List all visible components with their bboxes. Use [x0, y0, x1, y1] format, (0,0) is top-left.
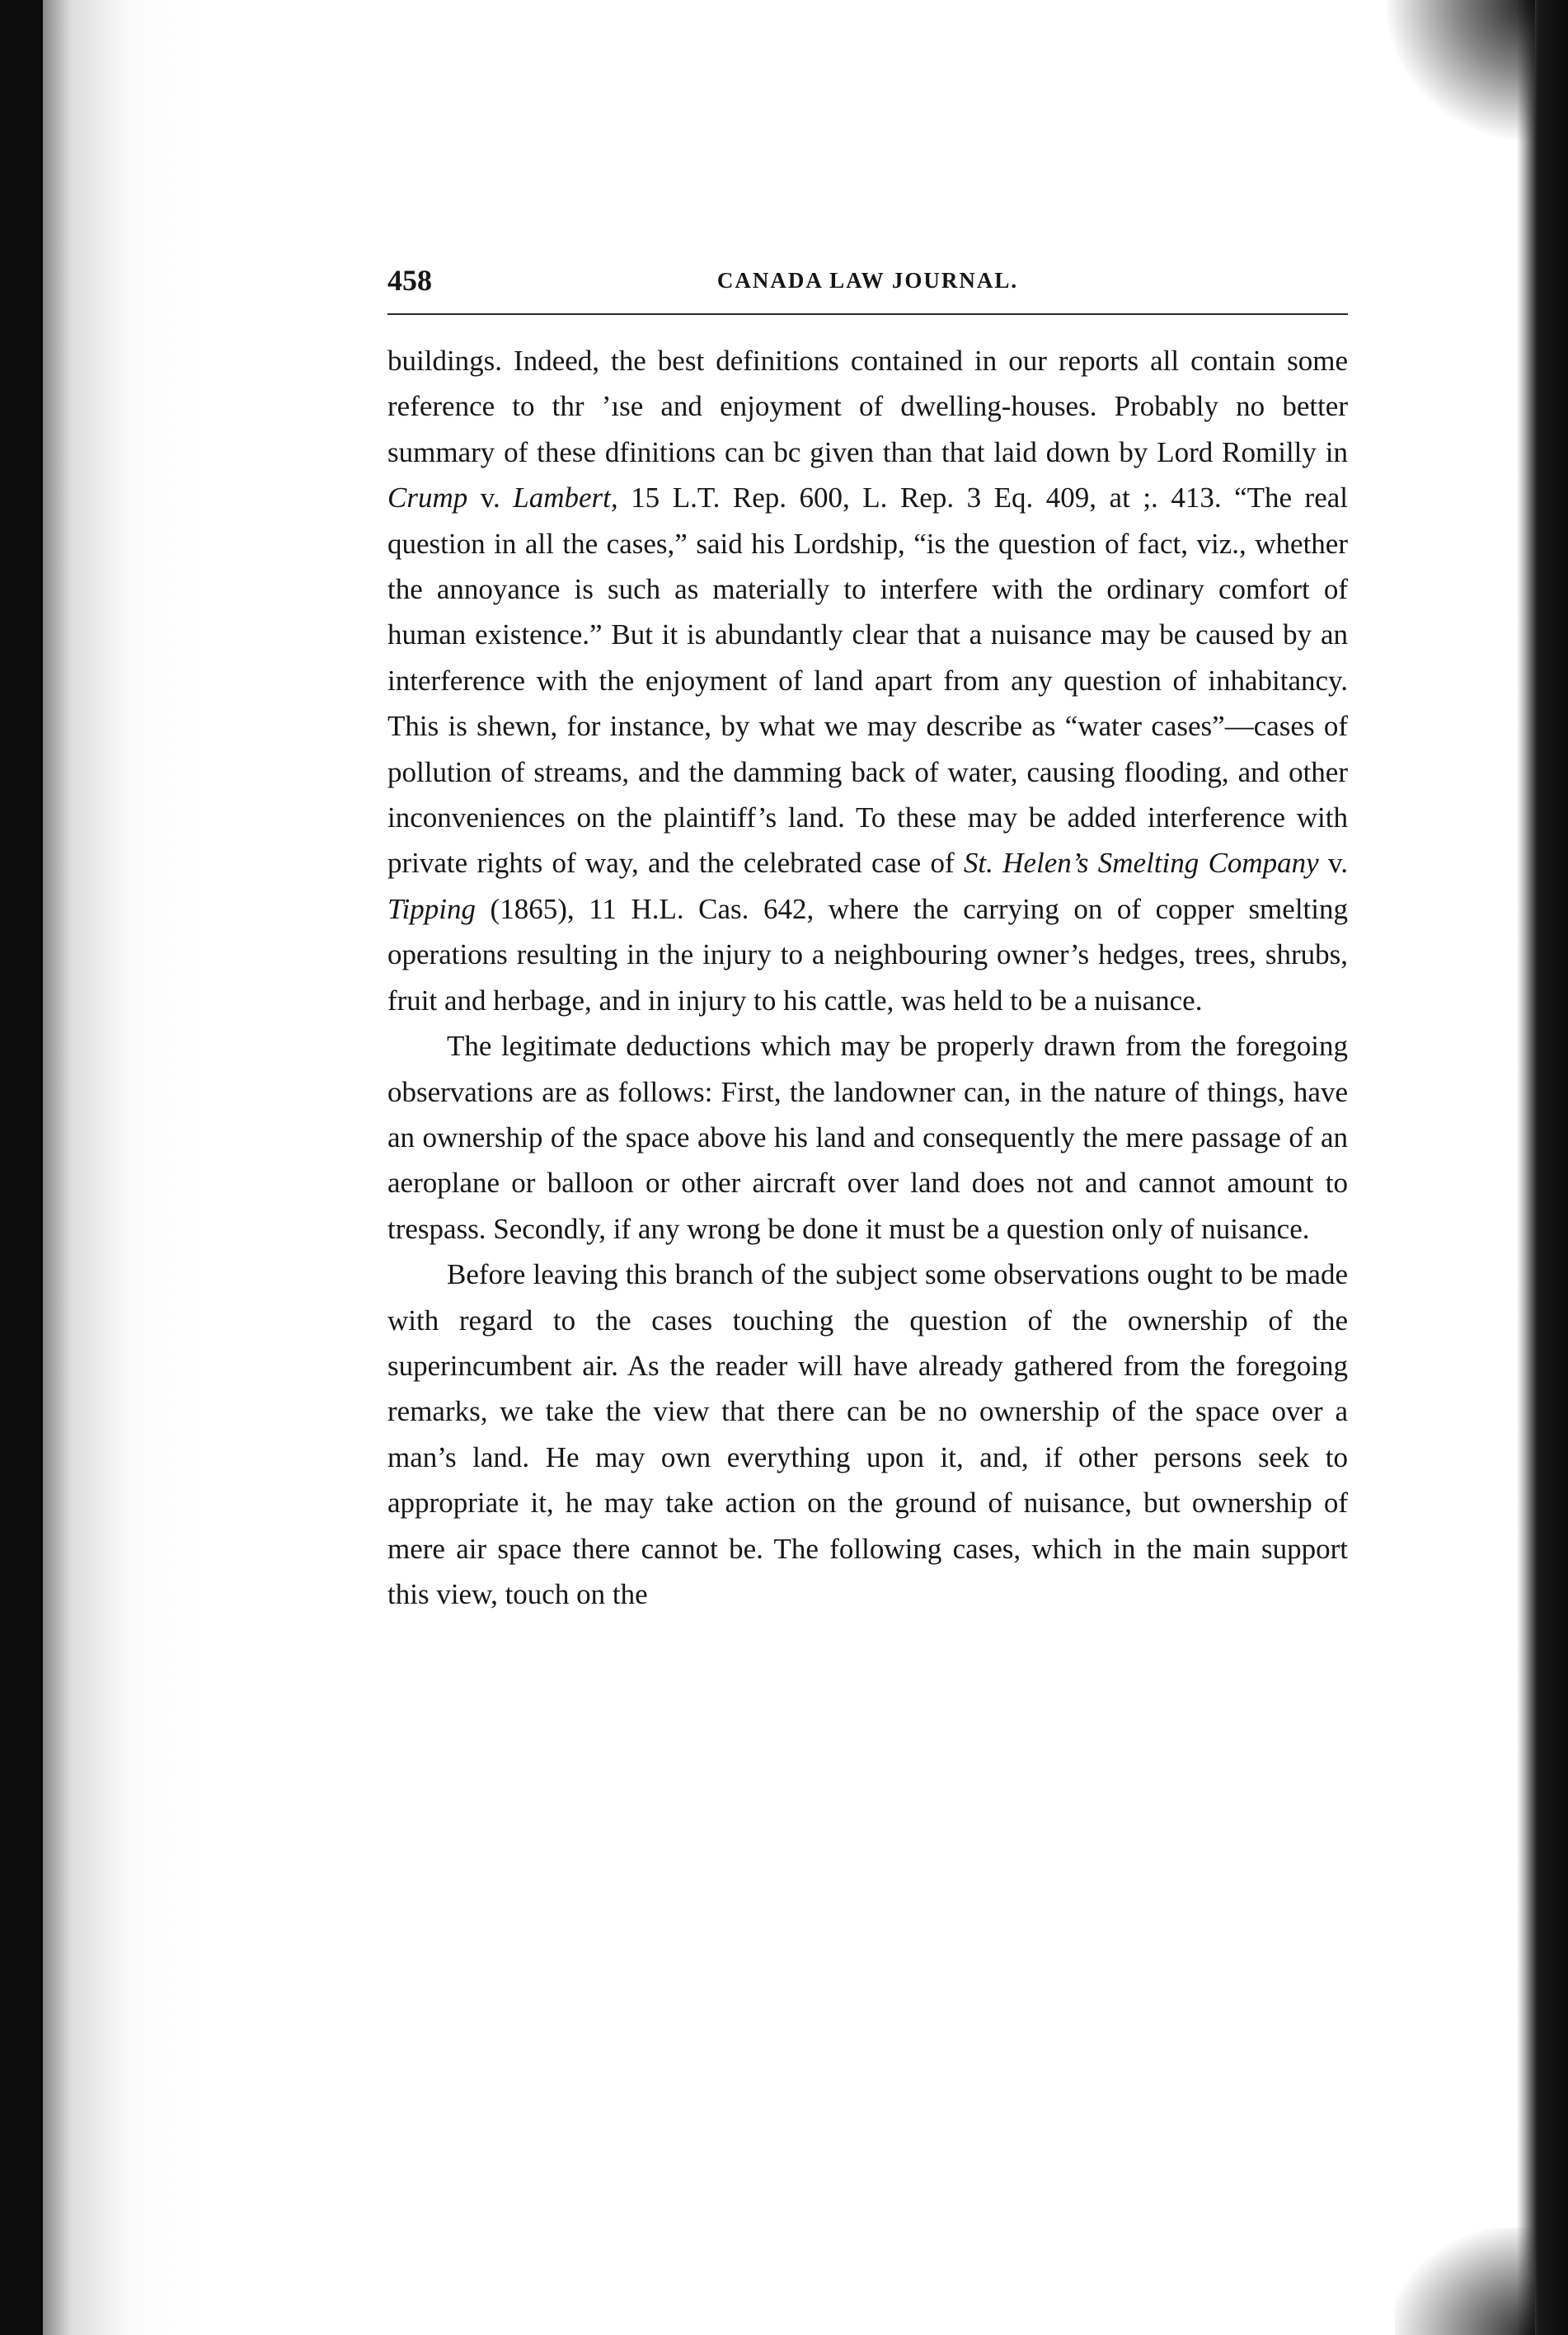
- journal-title: CANADA LAW JOURNAL.: [716, 268, 1019, 293]
- case-name-italic: Lambert,: [513, 482, 618, 514]
- header-rule: [387, 313, 1348, 315]
- case-name-italic: Tipping: [387, 892, 476, 925]
- running-head: [387, 257, 1348, 307]
- page-number: 458: [387, 264, 432, 297]
- text-run: v.: [467, 482, 514, 514]
- paragraph-1: [387, 338, 1348, 1023]
- article-body: [387, 338, 1348, 1617]
- paragraph-2: The legitimate deductions which may be properly drawn from the foregoing observations are as follows: First, the landowner can, in the nature of things, have an ownership of the space above his land and consequently the mere passage of an aeroplane or balloon or other aircraft over land does not and cannot amount to trespass. Secondly, if any wrong be done it must be a question only of nuisance.: [387, 1030, 1348, 1245]
- text-run: 15 L.T. Rep. 600, L. Rep. 3 Eq. 409, at ;. 413. “The real question in all the cases,” said his Lordship, “is the question of fact, viz., whether the annoyance is such as materially to interfere with the ordinary comfort of human existence.” But it is abundantly clear that a nuisance may be caused by an interference with the enjoyment of land apart from any question of inhabitancy. This is shewn, for instance, by what we may describe as “water cases”—cases of pollution of streams, and the damming back of water, causing flooding, and other inconveniences on the plaintiff’s land. To these may be added interference with private rights of way, and the celebrated case of: [387, 482, 1349, 880]
- case-name-italic: Crump: [387, 482, 468, 514]
- case-name-italic: St. Helen’s Smelting Company: [963, 847, 1319, 880]
- scan-left-edge-shadow: [0, 0, 43, 2335]
- scan-left-gutter-shadow: [43, 0, 200, 2335]
- paragraph-3: Before leaving this branch of the subject some observations ought to be made with regard to the cases touching the question of the ownership of the superincumbent air. As the reader will have already gathered from the foregoing remarks, we take the view that there can be no ownership of the space over a man’s land. He may own everything upon it, and, if other persons seek to appropriate it, he may take action on the ground of nuisance, but ownership of mere air space there cannot be. The following cases, which in the main support this view, touch on the: [387, 1258, 1348, 1610]
- scan-top-right-corner-shadow: [1387, 0, 1535, 140]
- text-run: v.: [1318, 847, 1349, 880]
- text-run: (1865), 11 H.L. Cas. 642, where the carrying on of copper smelting operations resulting in the injury to a neighbouring owner’s hedges, trees, shrubs, fruit and herbage, and in injury to his cattle, was held to be a nuisance.: [387, 892, 1348, 1017]
- scan-bottom-right-corner-shadow: [1395, 2228, 1535, 2335]
- scan-right-edge-shadow: [1517, 0, 1568, 2335]
- text-run: buildings. Indeed, the best definitions contained in our reports all contain some reference to thr ’ıse and enjoyment of dwelling-houses. Probably no better summary of these dfinitions can bc given than that laid down by Lord Romilly in: [387, 345, 1348, 468]
